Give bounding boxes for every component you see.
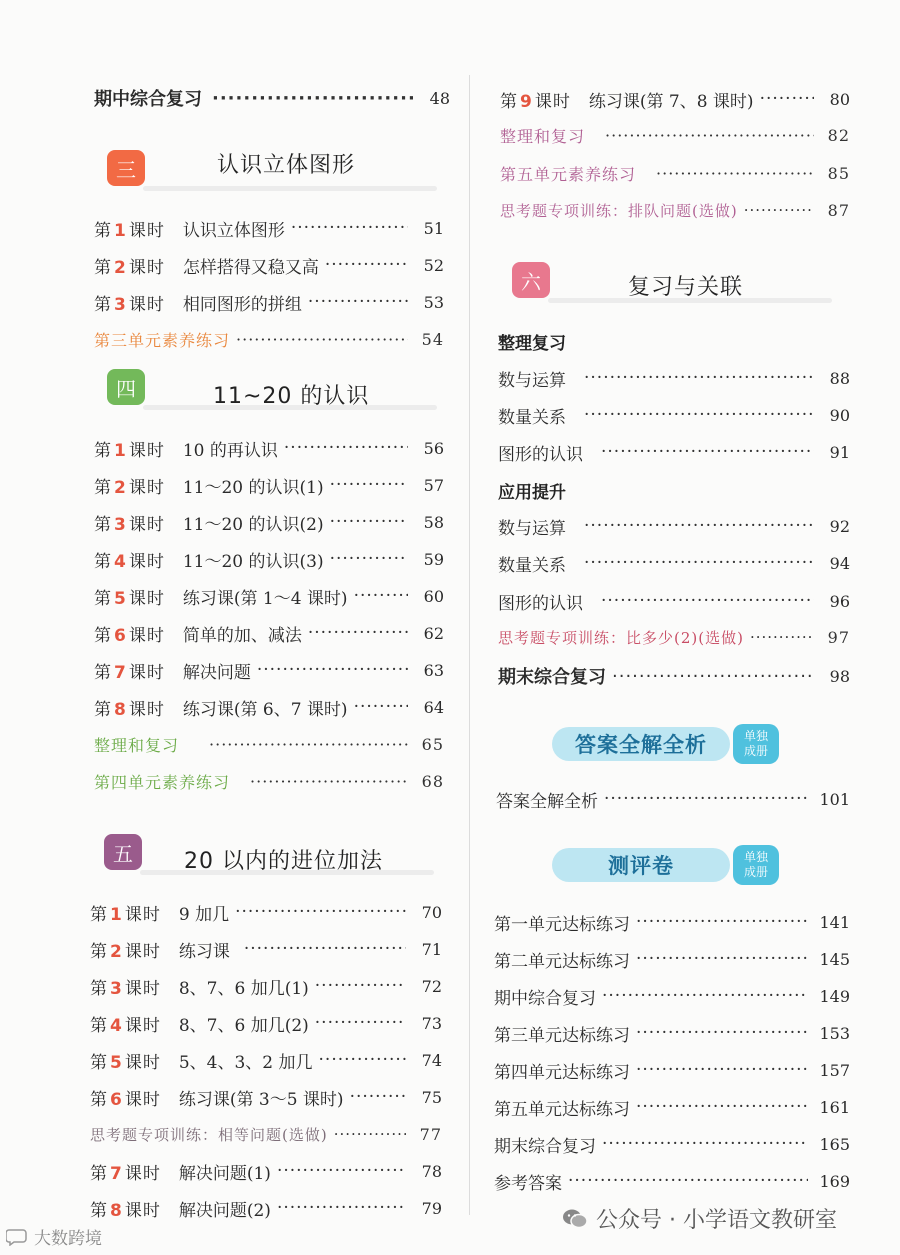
toc-entry[interactable]: 第 2 课时 怎样搭得又稳又高 ····· 52 <box>94 252 444 278</box>
wechat-icon <box>562 1208 588 1230</box>
toc-entry[interactable]: 第二单元达标练习 ····· 145 <box>494 946 850 972</box>
toc-entry[interactable]: 图形的认识 ····· 96 <box>498 588 850 614</box>
unit-4-header <box>107 365 437 415</box>
toc-entry[interactable]: 第 3 课时 11～20 的认识(2) ····· 58 <box>94 509 444 535</box>
section-heading: 整理复习 <box>498 334 566 354</box>
unit-6-header <box>512 258 842 308</box>
tests-pill: 测评卷 <box>552 848 730 882</box>
unit-5-header <box>104 830 434 880</box>
toc-entry[interactable]: 第 6 课时 练习课(第 3～5 课时) ····· 75 <box>90 1084 442 1110</box>
toc-entry[interactable]: 第 6 课时 简单的加、减法 ····· 62 <box>94 620 444 646</box>
toc-entry[interactable]: 第三单元达标练习 ····· 153 <box>494 1020 850 1046</box>
toc-entry-unit-3-practice[interactable]: 第三单元素养练习 ····· 54 <box>94 326 444 352</box>
unit-5-title: 20 以内的进位加法 <box>184 849 383 874</box>
unit-3-badge: 三 <box>107 150 145 186</box>
unit-6-title: 复习与关联 <box>628 275 744 300</box>
toc-entry[interactable]: 数量关系 ····· 90 <box>498 402 850 428</box>
unit-3-title: 认识立体图形 <box>217 153 356 178</box>
watermark-left: 大数跨境 <box>6 1224 102 1249</box>
section-heading: 应用提升 <box>498 483 566 503</box>
toc-entry[interactable]: 参考答案 ····· 169 <box>494 1168 850 1194</box>
toc-entry[interactable]: 第五单元达标练习 ····· 161 <box>494 1094 850 1120</box>
toc-entry-unit-4-review[interactable]: 整理和复习 ····· 65 <box>94 731 444 757</box>
toc-entry-unit-4-practice[interactable]: 第四单元素养练习 ····· 68 <box>94 768 444 794</box>
toc-entry[interactable]: 第 2 课时 11～20 的认识(1) ····· 57 <box>94 472 444 498</box>
toc-entry[interactable]: 期末综合复习 ····· 165 <box>494 1131 850 1157</box>
toc-entry[interactable]: 第 1 课时 认识立体图形 ····· 51 <box>94 215 444 241</box>
toc-entry[interactable]: 第一单元达标练习 ····· 141 <box>494 909 850 935</box>
toc-entry[interactable]: 第 3 课时 8、7、6 加几(1) ····· 72 <box>90 973 442 999</box>
unit-3-header <box>107 146 437 196</box>
toc-entry-unit-6-thinking[interactable]: 思考题专项训练：比多少(2)(选做) ····· 97 <box>498 624 850 650</box>
chat-bubble-icon <box>6 1228 28 1246</box>
toc-entry[interactable]: 第 8 课时 练习课(第 6、7 课时) ····· 64 <box>94 694 444 720</box>
unit-6-badge: 六 <box>512 262 550 298</box>
toc-entry[interactable]: 第四单元达标练习 ····· 157 <box>494 1057 850 1083</box>
toc-entry-unit-5-practice[interactable]: 第五单元素养练习 ····· 85 <box>500 160 850 186</box>
toc-entry[interactable]: 第 2 课时 练习课 ····· 71 <box>90 936 442 962</box>
answers-pill: 答案全解全析 <box>552 727 730 761</box>
toc-entry-final-review[interactable]: 期末综合复习 ····· 98 <box>498 663 850 689</box>
toc-entry[interactable]: 第 1 课时 9 加几 ····· 70 <box>90 899 442 925</box>
toc-entry-unit-5-thinking2[interactable]: 思考题专项训练：排队问题(选做) ····· 87 <box>500 197 850 223</box>
toc-entry[interactable]: 第 1 课时 10 的再认识 ····· 56 <box>94 435 444 461</box>
toc-entry[interactable]: 第 4 课时 11～20 的认识(3) ····· 59 <box>94 546 444 572</box>
toc-entry[interactable]: 图形的认识 ····· 91 <box>498 439 850 465</box>
toc-entry[interactable]: 第 5 课时 练习课(第 1～4 课时) ····· 60 <box>94 583 444 609</box>
toc-entry-unit-5-review[interactable]: 整理和复习 ····· 82 <box>500 122 850 148</box>
column-divider <box>469 75 470 1215</box>
toc-entry[interactable]: 第 5 课时 5、4、3、2 加几 ····· 74 <box>90 1047 442 1073</box>
separate-volume-badge: 单独 成册 <box>733 724 779 764</box>
toc-entry[interactable]: 第 7 课时 解决问题 ····· 63 <box>94 657 444 683</box>
toc-entry-midterm[interactable]: 期中综合复习 ····· 48 <box>94 85 450 111</box>
watermark-official-account: 公众号 · 小学语文教研室 <box>562 1203 837 1234</box>
toc-entry[interactable]: 第 7 课时 解决问题(1) ····· 78 <box>90 1158 442 1184</box>
separate-volume-badge: 单独 成册 <box>733 845 779 885</box>
toc-entry-unit-5-thinking[interactable]: 思考题专项训练：相等问题(选做) ····· 77 <box>90 1121 442 1147</box>
toc-entry-answers[interactable]: 答案全解全析 ····· 101 <box>496 786 850 812</box>
toc-entry[interactable]: 第 8 课时 解决问题(2) ····· 79 <box>90 1195 442 1221</box>
unit-4-title: 11~20 的认识 <box>213 384 370 409</box>
toc-entry[interactable]: 数与运算 ····· 92 <box>498 513 850 539</box>
toc-entry[interactable]: 数与运算 ····· 88 <box>498 365 850 391</box>
toc-entry[interactable]: 第 4 课时 8、7、6 加几(2) ····· 73 <box>90 1010 442 1036</box>
toc-entry[interactable]: 第 9 课时 练习课(第 7、8 课时) ····· 80 <box>500 86 850 112</box>
unit-5-badge: 五 <box>104 834 142 870</box>
toc-entry[interactable]: 数量关系 ····· 94 <box>498 550 850 576</box>
toc-entry[interactable]: 期中综合复习 ····· 149 <box>494 983 850 1009</box>
unit-4-badge: 四 <box>107 369 145 405</box>
toc-entry[interactable]: 第 3 课时 相同图形的拼组 ····· 53 <box>94 289 444 315</box>
